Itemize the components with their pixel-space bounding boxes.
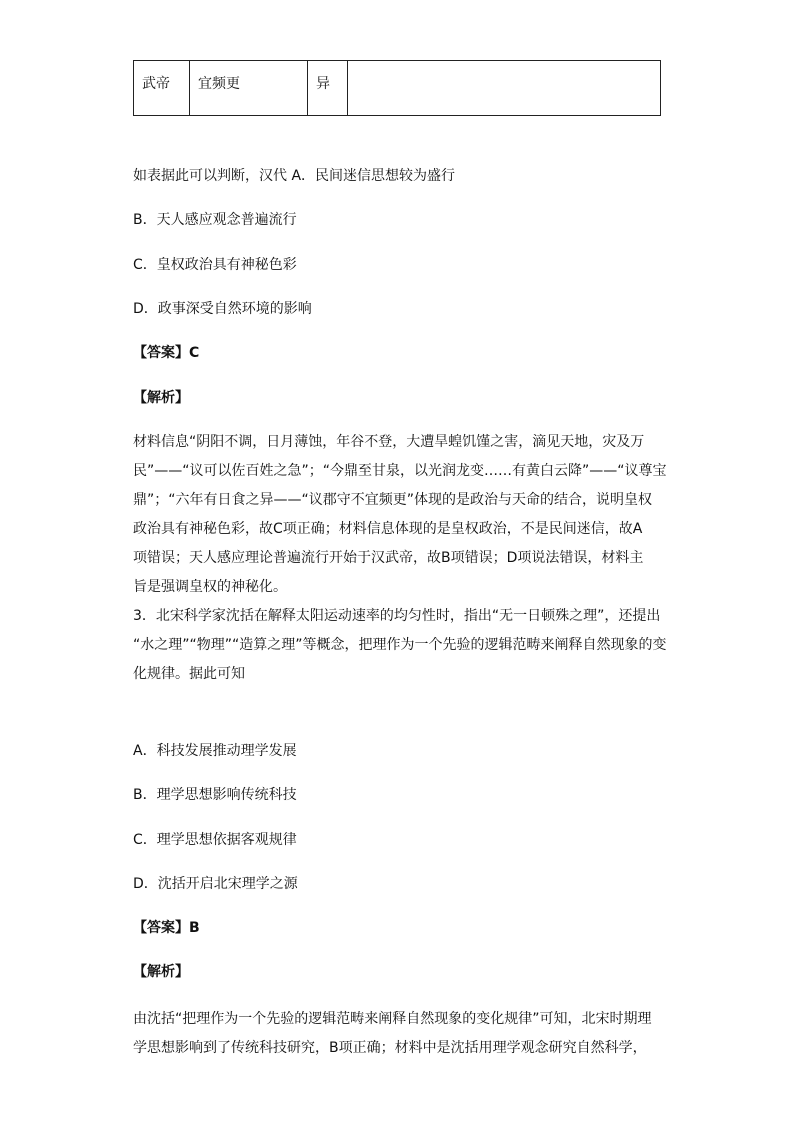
- q2-analysis-line: 材料信息“阴阳不调，日月薄蚀，年谷不登，大遭旱蝗饥馑之害，滴见天地，灾及万: [133, 434, 645, 450]
- table-cell-content: 宜频更: [190, 61, 308, 116]
- q3-option-b: B．理学思想影响传统科技: [133, 787, 297, 803]
- table-cell-emperor: 武帝: [134, 61, 190, 116]
- q2-analysis-line: 政治具有神秘色彩，故C项正确；材料信息体现的是皇权政治，不是民间迷信，故A: [133, 521, 643, 537]
- table-cell-empty: [348, 61, 661, 116]
- q2-analysis-label: 【解析】: [133, 390, 189, 406]
- q3-stem-line: 3．北宋科学家沈括在解释太阳运动速率的均匀性时，指出“无一日顿殊之理”，还提出: [133, 608, 661, 624]
- q2-option-c: C．皇权政治具有神秘色彩: [133, 257, 297, 273]
- q2-analysis-line: 旨是强调皇权的神秘化。: [133, 579, 287, 595]
- q3-answer: 【答案】B: [133, 920, 200, 936]
- q2-answer: 【答案】C: [133, 345, 200, 361]
- q2-stem: 如表据此可以判断，汉代 A．民间迷信思想较为盛行: [133, 168, 456, 184]
- q2-analysis: [133, 428, 668, 602]
- table-cell-type: 异: [308, 61, 348, 116]
- q2-option-d: D．政事深受自然环境的影响: [133, 301, 312, 317]
- q3-option-c: C．理学思想依据客观规律: [133, 832, 297, 848]
- q3-stem-line: 化规律。据此可知: [133, 666, 245, 682]
- q3-option-a: A．科技发展推动理学发展: [133, 743, 297, 759]
- q3-stem-line: “水之理”“物理”“造算之理”等概念，把理作为一个先验的逻辑范畴来阐释自然现象的变: [133, 637, 667, 653]
- q3-option-d: D．沈括开启北宋理学之源: [133, 876, 298, 892]
- table-row: [134, 61, 661, 116]
- q3-analysis-line: 学思想影响到了传统科技研究，B项正确；材料中是沈括用理学观念研究自然科学，: [133, 1040, 647, 1056]
- q3-stem: [133, 602, 668, 689]
- q2-analysis-line: 民”——“议可以佐百姓之急”；“今鼎至甘泉，以光润龙变……有黄白云降”——“议尊宝: [133, 463, 667, 479]
- data-table: [133, 60, 661, 116]
- q2-analysis-line: 鼎”；“六年有日食之异——“议郡守不宜频更”体现的是政治与天命的结合，说明皇权: [133, 492, 653, 508]
- q3-analysis-label: 【解析】: [133, 964, 189, 980]
- q3-analysis-line: 由沈括“把理作为一个先验的逻辑范畴来阐释自然现象的变化规律”可知，北宋时期理: [133, 1011, 652, 1027]
- q2-option-b: B．天人感应观念普遍流行: [133, 212, 297, 228]
- q3-analysis: [133, 1005, 668, 1063]
- q2-analysis-line: 项错误；天人感应理论普遍流行开始于汉武帝，故B项错误；D项说法错误，材料主: [133, 550, 644, 566]
